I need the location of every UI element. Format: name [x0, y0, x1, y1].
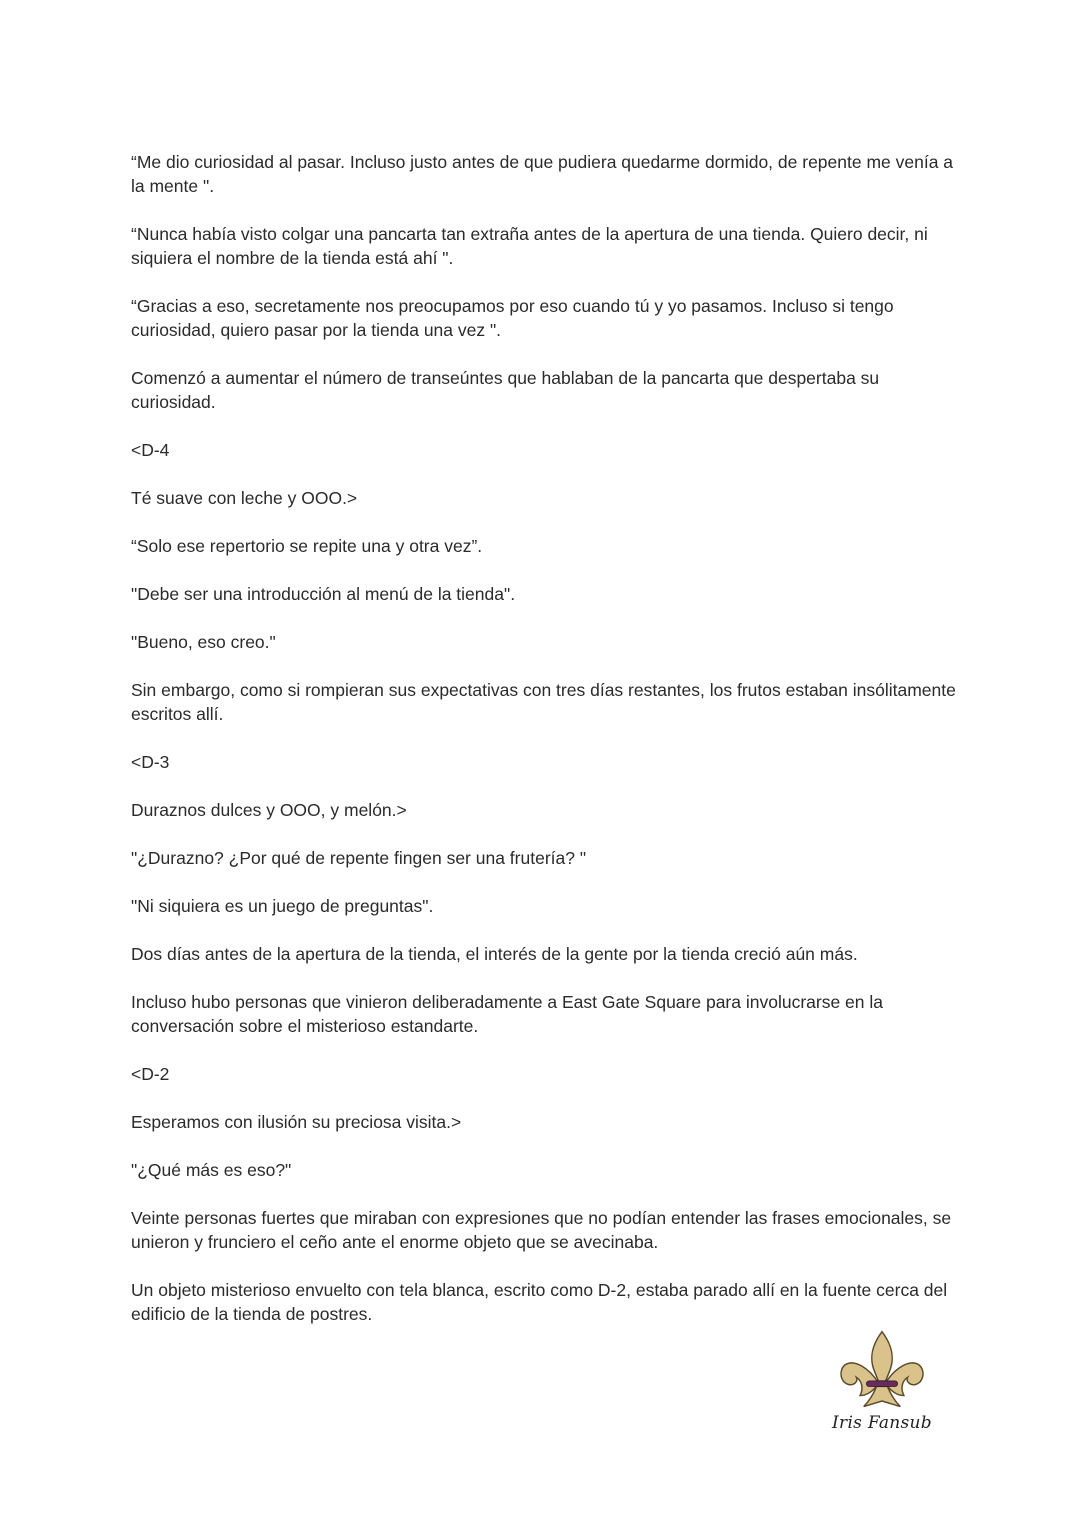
paragraph: Un objeto misterioso envuelto con tela blanca, escrito como D-2, estaba parado allí en la fuente cerca del edificio de la tienda de postres.	[131, 1280, 948, 1324]
fleur-center-petal	[872, 1332, 893, 1381]
paragraph: "¿Durazno? ¿Por qué de repente fingen ser una frutería? "	[131, 848, 587, 868]
paragraph: Sin embargo, como si rompieran sus expectativas con tres días restantes, los frutos estaban insólitamente escritos allí.	[131, 680, 956, 724]
paragraph: Esperamos con ilusión su preciosa visita.>	[131, 1112, 462, 1132]
paragraph: Veinte personas fuertes que miraban con expresiones que no podían entender las frases emocionales, se unieron y frunciero el ceño ante el enorme objeto que se avecinaba.	[131, 1208, 952, 1252]
document-body	[131, 150, 961, 1350]
watermark-text: Iris Fansub	[832, 1413, 932, 1433]
paragraph: Dos días antes de la apertura de la tienda, el interés de la gente por la tienda creció aún más.	[131, 944, 858, 964]
paragraph: “Gracias a eso, secretamente nos preocupamos por eso cuando tú y yo pasamos. Incluso si tengo curiosidad, quiero pasar por la tienda una vez ".	[131, 296, 894, 340]
paragraph: “Solo ese repertorio se repite una y otra vez”.	[131, 536, 483, 556]
paragraph: Comenzó a aumentar el número de transeúntes que hablaban de la pancarta que despertaba su curiosidad.	[131, 368, 880, 412]
paragraph: Té suave con leche y OOO.>	[131, 488, 358, 508]
paragraph: "Ni siquiera es un juego de preguntas".	[131, 896, 434, 916]
fleur-band	[866, 1381, 897, 1386]
watermark-logo	[832, 1328, 932, 1440]
paragraph: <D-3	[131, 752, 170, 772]
paragraph: <D-2	[131, 1064, 170, 1084]
paragraph: "Bueno, eso creo."	[131, 632, 276, 652]
fleur-de-lis-icon	[836, 1328, 928, 1412]
paragraph: "¿Qué más es eso?"	[131, 1160, 292, 1180]
paragraph: “Nunca había visto colgar una pancarta tan extraña antes de la apertura de una tienda. Quiero decir, ni siquiera el nombre de la tienda está ahí ".	[131, 224, 928, 268]
paragraph: Incluso hubo personas que vinieron deliberadamente a East Gate Square para involucrarse en la conversación sobre el misterioso estandarte.	[131, 992, 884, 1036]
paragraph: <D-4	[131, 440, 170, 460]
paragraph: "Debe ser una introducción al menú de la tienda".	[131, 584, 516, 604]
paragraph: “Me dio curiosidad al pasar. Incluso justo antes de que pudiera quedarme dormido, de repente me venía a la mente ".	[131, 152, 954, 196]
paragraph: Duraznos dulces y OOO, y melón.>	[131, 800, 407, 820]
